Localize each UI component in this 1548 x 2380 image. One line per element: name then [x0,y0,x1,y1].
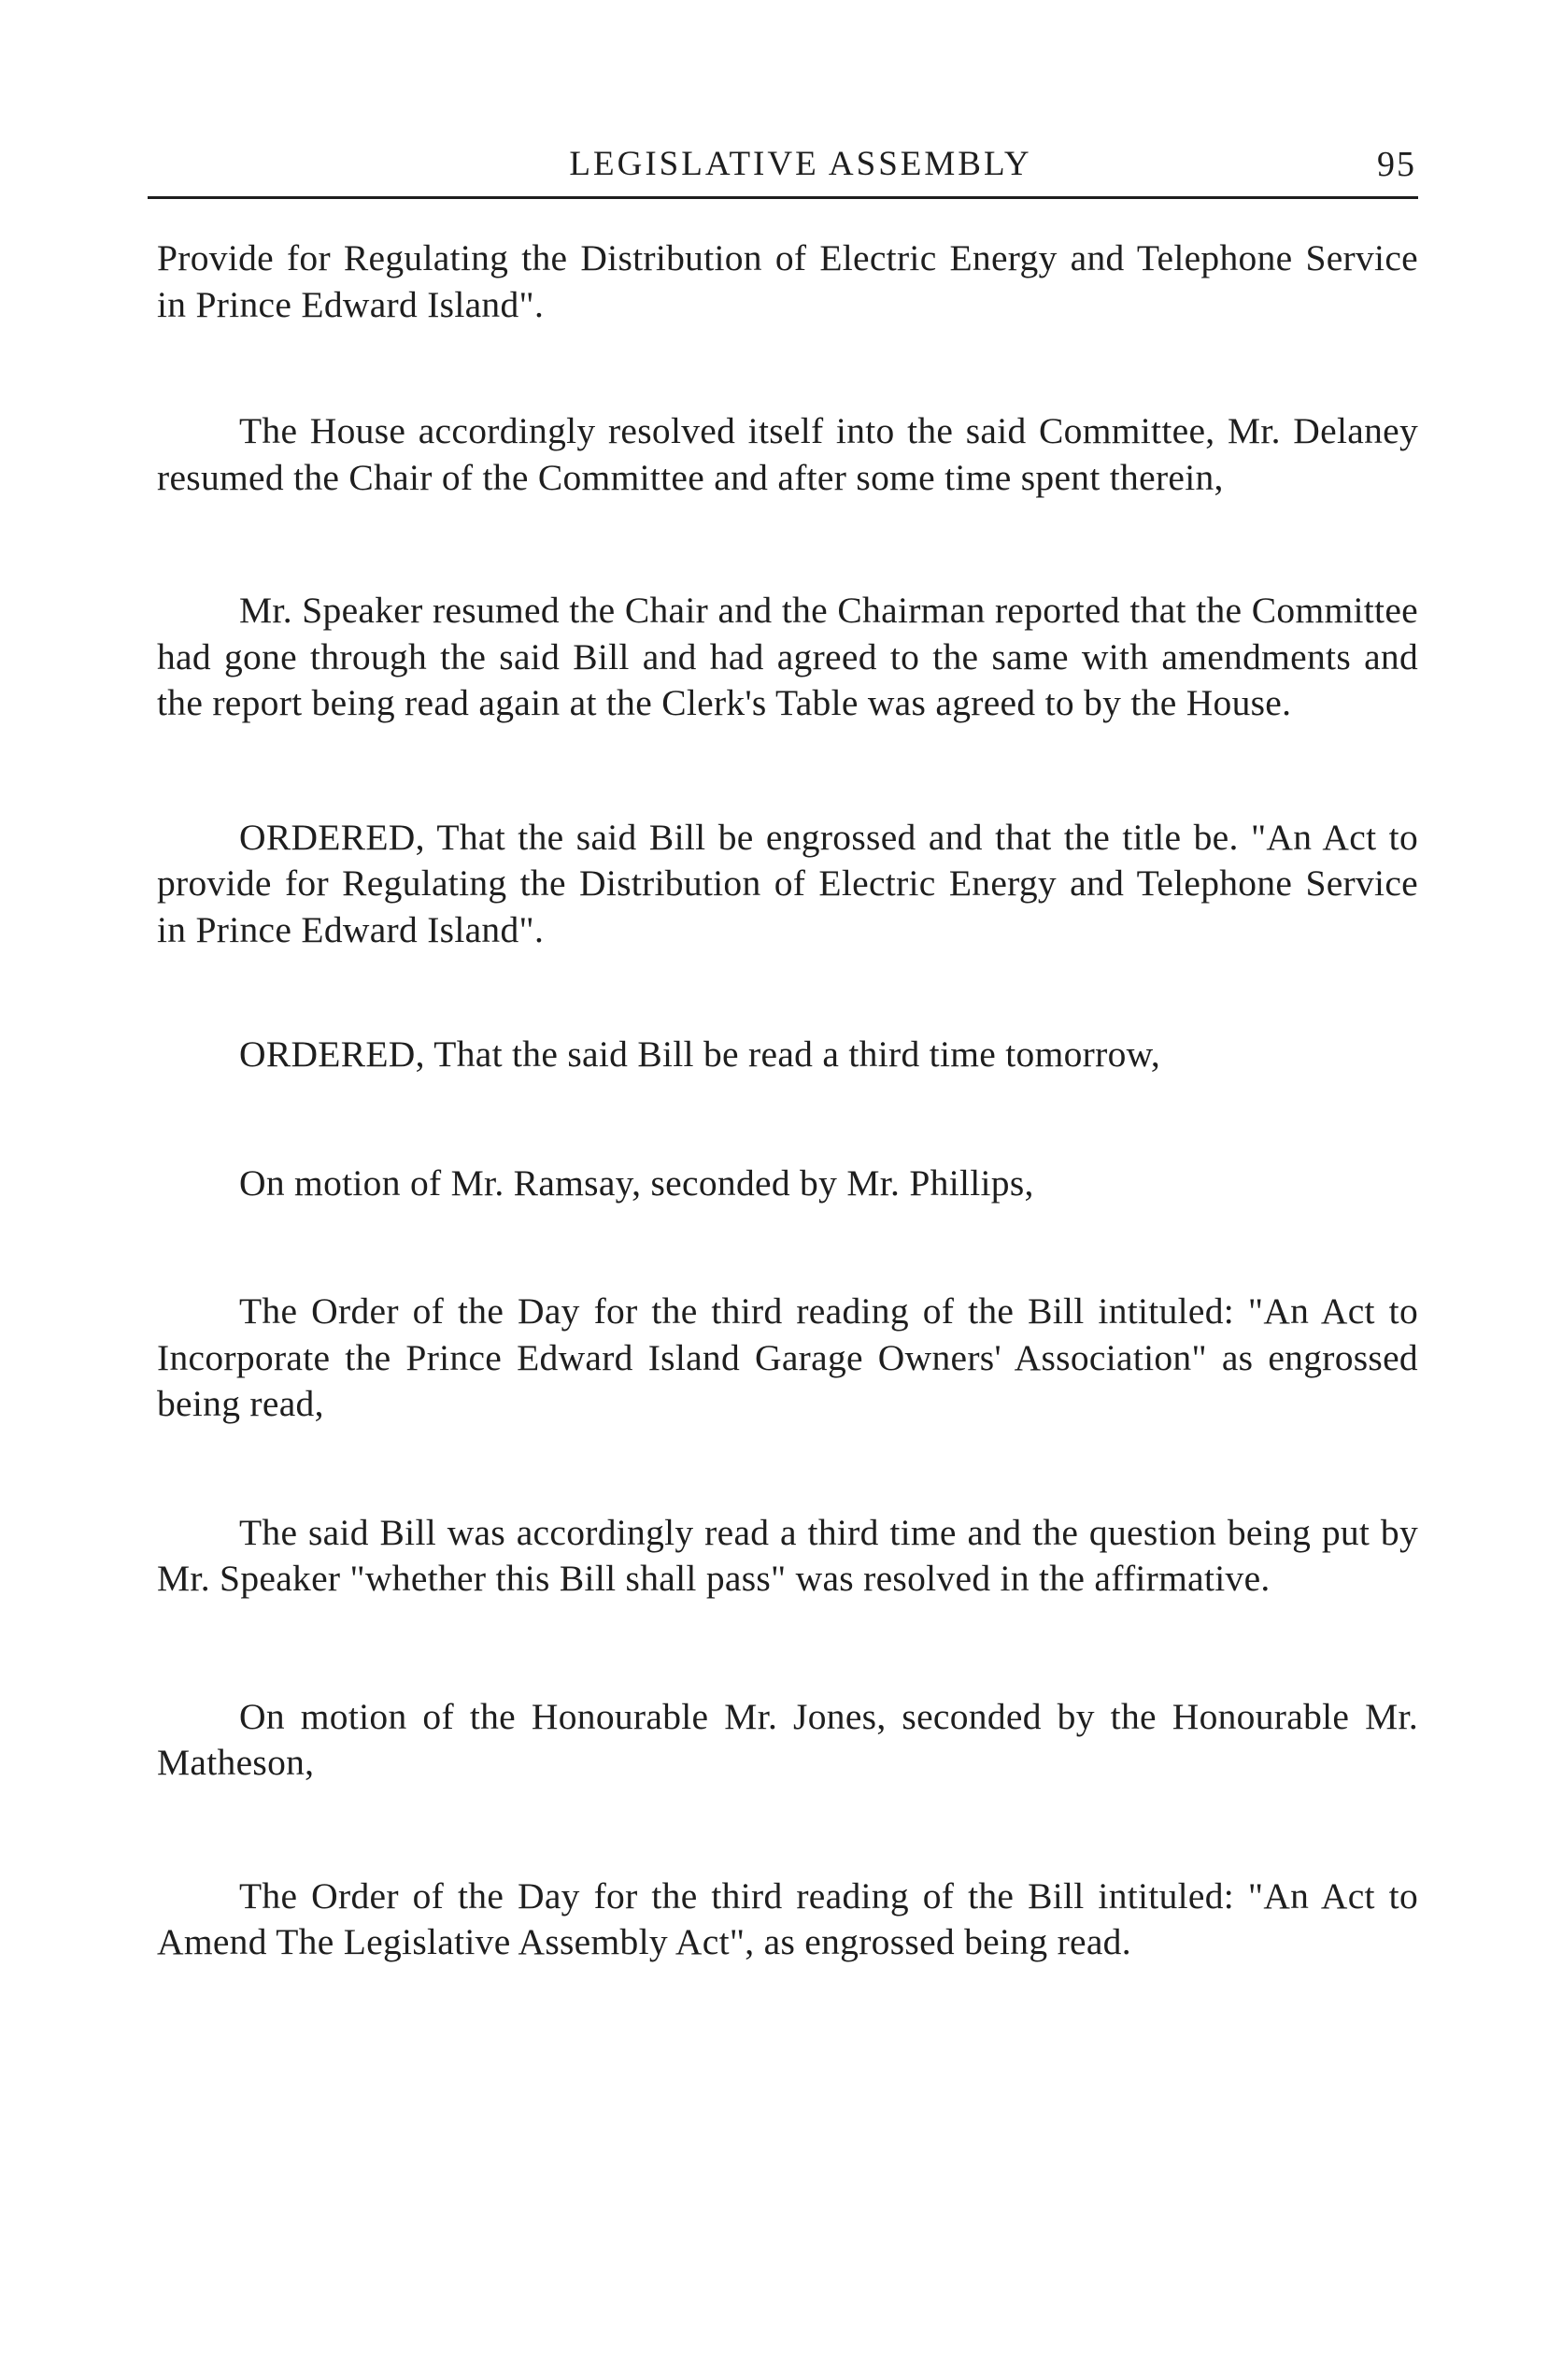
paragraph: Mr. Speaker resumed the Chair and the Chairman reported that the Committee had gone through the said Bill and had agreed to the same with amendments and the report being read again at the Clerk's Table was agreed to by the House. [157,590,1418,723]
paragraph: On motion of the Honourable Mr. Jones, seconded by the Honourable Mr. Matheson, [157,1695,1418,1783]
paragraph: Provide for Regulating the Distribution of Electric Energy and Telephone Service in Prince Edward Island". [157,237,1418,325]
paragraph: On motion of Mr. Ramsay, seconded by Mr. Phillips, [239,1161,1034,1204]
paragraph: The Order of the Day for the third reading of the Bill intituled: "An Act to Incorporate the Prince Edward Island Garage Owners' Association" as engrossed being read, [157,1290,1418,1424]
header-rule [148,196,1418,199]
paragraph: ORDERED, That the said Bill be read a third time tomorrow, [239,1033,1161,1075]
page-number: 95 [1377,145,1416,184]
paragraph: The House accordingly resolved itself into the said Committee, Mr. Delaney resumed the Chair of the Committee and after some time spent therein, [157,410,1418,498]
paragraph: ORDERED, That the said Bill be engrossed and that the title be. "An Act to provide for Regulating the Distribution of Electric Energy and Telephone Service in Prince Edward Island". [157,816,1418,950]
paragraph: The Order of the Day for the third reading of the Bill intituled: "An Act to Amend The Legislative Assembly Act", as engrossed being read. [157,1874,1418,1962]
running-title: LEGISLATIVE ASSEMBLY [569,145,1032,183]
running-header [148,140,1454,196]
paragraph: The said Bill was accordingly read a third time and the question being put by Mr. Speaker "whether this Bill shall pass" was resolved in the affirmative. [157,1511,1418,1599]
body-text [157,235,1418,1966]
